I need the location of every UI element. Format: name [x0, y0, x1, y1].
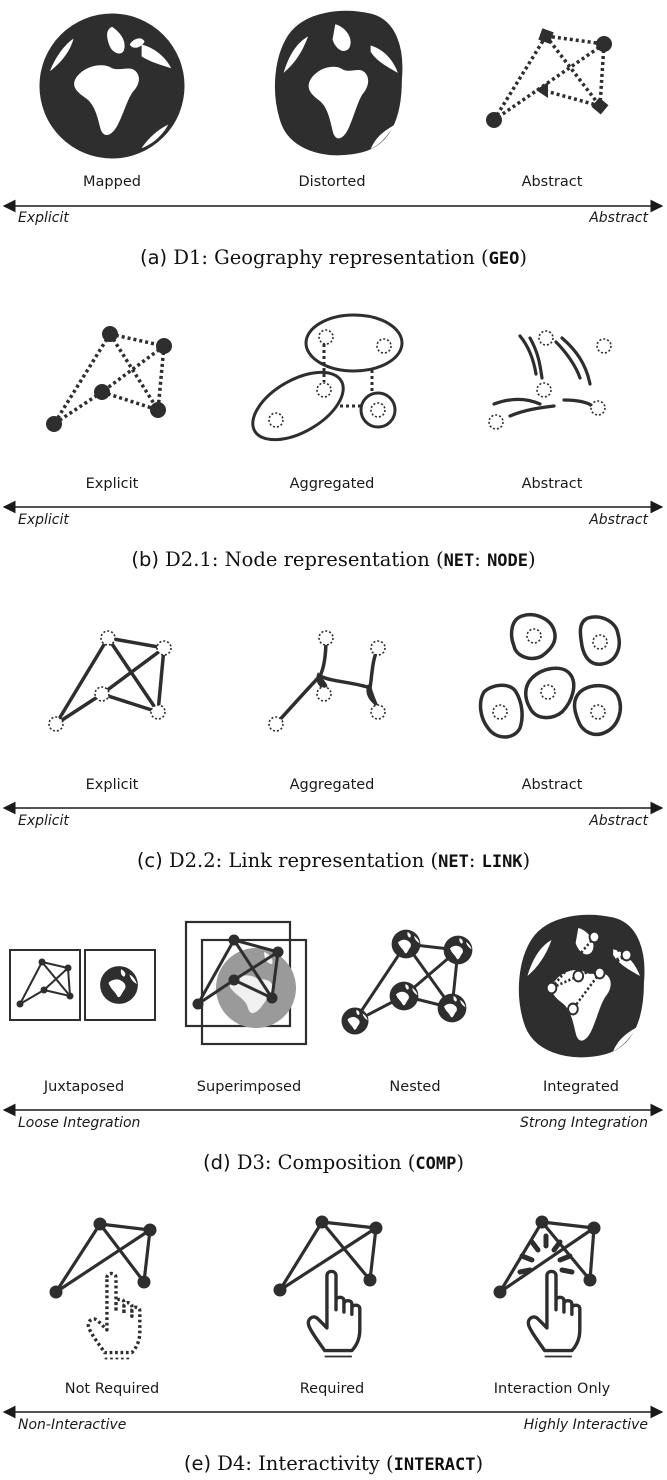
label-abstract: Abstract [521, 777, 583, 793]
nested-globes-icon [340, 928, 480, 1040]
label-mapped: Mapped [83, 174, 141, 190]
label-explicit: Explicit [85, 476, 139, 492]
explicit-nodes-icon [40, 322, 180, 434]
explicit-links-icon [40, 626, 180, 738]
axis-right-label: Highly Interactive [523, 1417, 648, 1433]
label-integrated: Integrated [543, 1079, 619, 1095]
caption-c: (c) D2.2: Link representation (NET: LINK) [136, 849, 531, 872]
label-not-required: Not Required [64, 1381, 160, 1397]
superimposed-views-icon [182, 918, 312, 1048]
label-aggregated: Aggregated [289, 777, 375, 793]
caption-d: (d) D3: Composition (COMP) [203, 1151, 464, 1174]
bundled-links-icon [262, 626, 402, 738]
axis-right-label: Abstract [589, 512, 648, 528]
distorted-globe-icon [270, 6, 406, 158]
abstract-network-icon [480, 26, 620, 136]
axis-left-label: Non-Interactive [18, 1417, 127, 1433]
label-nested: Nested [389, 1079, 441, 1095]
region-links-icon [470, 608, 630, 746]
label-abstract: Abstract [521, 476, 583, 492]
axis-left-label: Explicit [18, 813, 69, 829]
axis-left-label: Explicit [18, 512, 69, 528]
label-abstract: Abstract [521, 174, 583, 190]
label-explicit: Explicit [85, 777, 139, 793]
axis-right-label: Strong Integration [519, 1115, 648, 1131]
label-superimposed: Superimposed [196, 1079, 302, 1095]
axis-left-label: Loose Integration [18, 1115, 141, 1131]
axis-arrow [0, 199, 667, 213]
label-aggregated: Aggregated [289, 476, 375, 492]
caption-e: (e) D4: Interactivity (INTERACT) [183, 1452, 484, 1475]
caption-a: (a) D1: Geography representation (GEO) [139, 246, 527, 269]
juxtaposed-views-icon [8, 948, 158, 1024]
label-distorted: Distorted [298, 174, 366, 190]
label-interaction-only: Interaction Only [493, 1381, 611, 1397]
axis-arrow [0, 500, 667, 514]
axis-arrow [0, 801, 667, 815]
axis-left-label: Explicit [18, 210, 69, 226]
abstract-nodes-icon [480, 324, 620, 436]
integrated-map-icon [514, 910, 648, 1060]
hand-pointer-icon [272, 1214, 392, 1362]
aggregated-nodes-icon [250, 310, 410, 445]
axis-right-label: Abstract [589, 210, 648, 226]
hand-dotted-icon [44, 1216, 164, 1364]
axis-right-label: Abstract [589, 813, 648, 829]
label-juxtaposed: Juxtaposed [43, 1079, 125, 1095]
caption-b: (b) D2.1: Node representation (NET: NODE) [131, 548, 536, 571]
globe-icon [36, 12, 188, 160]
hand-tap-icon [490, 1214, 610, 1362]
label-required: Required [299, 1381, 365, 1397]
